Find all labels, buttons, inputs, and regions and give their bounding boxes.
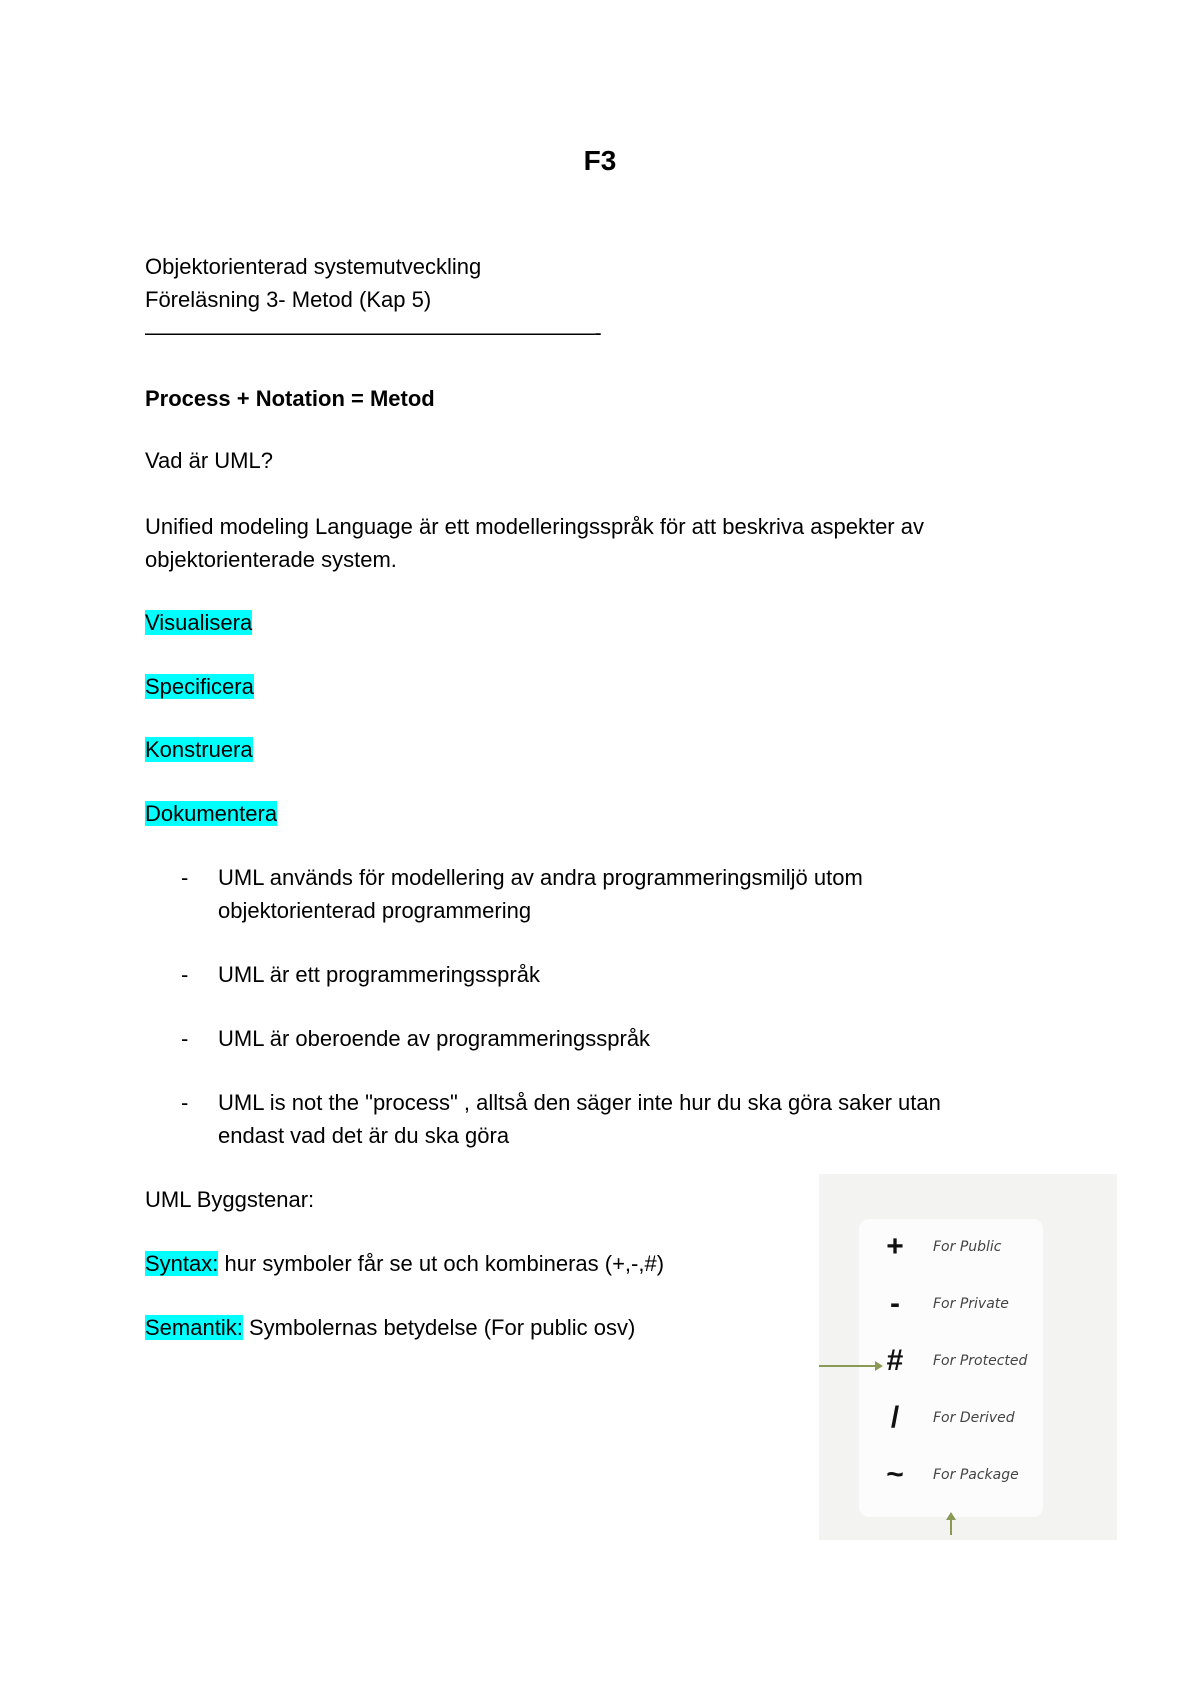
minus-symbol: - — [890, 1287, 900, 1320]
legend-row-private — [859, 1284, 1043, 1324]
legend-row-protected — [859, 1341, 1043, 1381]
legend-label: For Derived — [933, 1410, 1015, 1426]
legend-row-derived — [859, 1398, 1043, 1438]
legend-row-public — [859, 1227, 1043, 1267]
method-formula: Process + Notation = Metod — [145, 386, 435, 411]
legend-label: For Protected — [933, 1353, 1028, 1369]
list-item-line1: UML används för modellering av andra programmeringsmiljö utom — [218, 865, 863, 890]
highlight-visualisera — [145, 606, 252, 639]
highlight-specificera — [145, 670, 254, 703]
page-title: F3 — [583, 145, 617, 176]
list-item — [181, 958, 1021, 991]
semantics-text: Symbolernas betydelse (For public osv) — [242, 1315, 636, 1340]
arrow-up-icon — [946, 1512, 956, 1520]
highlight-text: Dokumentera — [145, 801, 278, 826]
highlight-konstruera — [145, 733, 253, 766]
list-item-line1: UML är oberoende av programmeringsspråk — [218, 1026, 651, 1051]
list-item-line2: endast vad det är du ska göra — [218, 1123, 510, 1148]
uml-question: Vad är UML? — [145, 448, 273, 473]
list-item — [181, 861, 1021, 927]
bullet-dash: - — [181, 962, 189, 987]
syntax-definition — [145, 1247, 664, 1280]
bullet-dash: - — [181, 1090, 189, 1115]
legend-label: For Package — [933, 1467, 1019, 1483]
syntax-text: hur symboler får se ut och kombineras (+,-,#) — [218, 1251, 665, 1276]
separator-line: ––––––––––––––––––––––––––––––––––––––––- — [145, 320, 601, 345]
hash-symbol: # — [886, 1344, 904, 1377]
list-item-line1: UML är ett programmeringsspråk — [218, 962, 540, 987]
highlight-text: Konstruera — [145, 737, 253, 762]
lecture-name: Föreläsning 3- Metod (Kap 5) — [145, 287, 432, 312]
visibility-legend-image — [819, 1174, 1117, 1540]
legend-label: For Public — [933, 1239, 1002, 1255]
plus-symbol: + — [886, 1230, 904, 1263]
bullet-dash: - — [181, 1026, 189, 1051]
up-arrow-line — [950, 1519, 952, 1535]
slash-symbol: / — [890, 1401, 900, 1434]
legend-row-package — [859, 1455, 1043, 1495]
legend-card — [859, 1219, 1043, 1517]
highlight-text: Visualisera — [145, 610, 253, 635]
bullet-dash: - — [181, 865, 189, 890]
list-item — [181, 1022, 1021, 1055]
uml-definition-line2: objektorienterade system. — [145, 547, 397, 572]
semantics-term: Semantik: — [145, 1315, 243, 1340]
semantics-definition — [145, 1311, 635, 1344]
highlight-dokumentera — [145, 797, 277, 830]
building-blocks-heading: UML Byggstenar: — [145, 1187, 315, 1212]
tilde-symbol: ~ — [886, 1458, 904, 1491]
pointer-arrow-line — [819, 1365, 877, 1367]
list-item — [181, 1086, 1021, 1152]
uml-definition-line1: Unified modeling Language är ett modelleringsspråk för att beskriva aspekter av — [145, 514, 924, 539]
list-item-line1: UML is not the "process" , alltså den säger inte hur du ska göra saker utan — [218, 1090, 941, 1115]
list-item-line2: objektorienterad programmering — [218, 898, 532, 923]
syntax-term: Syntax: — [145, 1251, 219, 1276]
course-name: Objektorienterad systemutveckling — [145, 254, 482, 279]
highlight-text: Specificera — [145, 674, 254, 699]
legend-label: For Private — [933, 1296, 1009, 1312]
arrow-right-icon — [875, 1361, 883, 1371]
